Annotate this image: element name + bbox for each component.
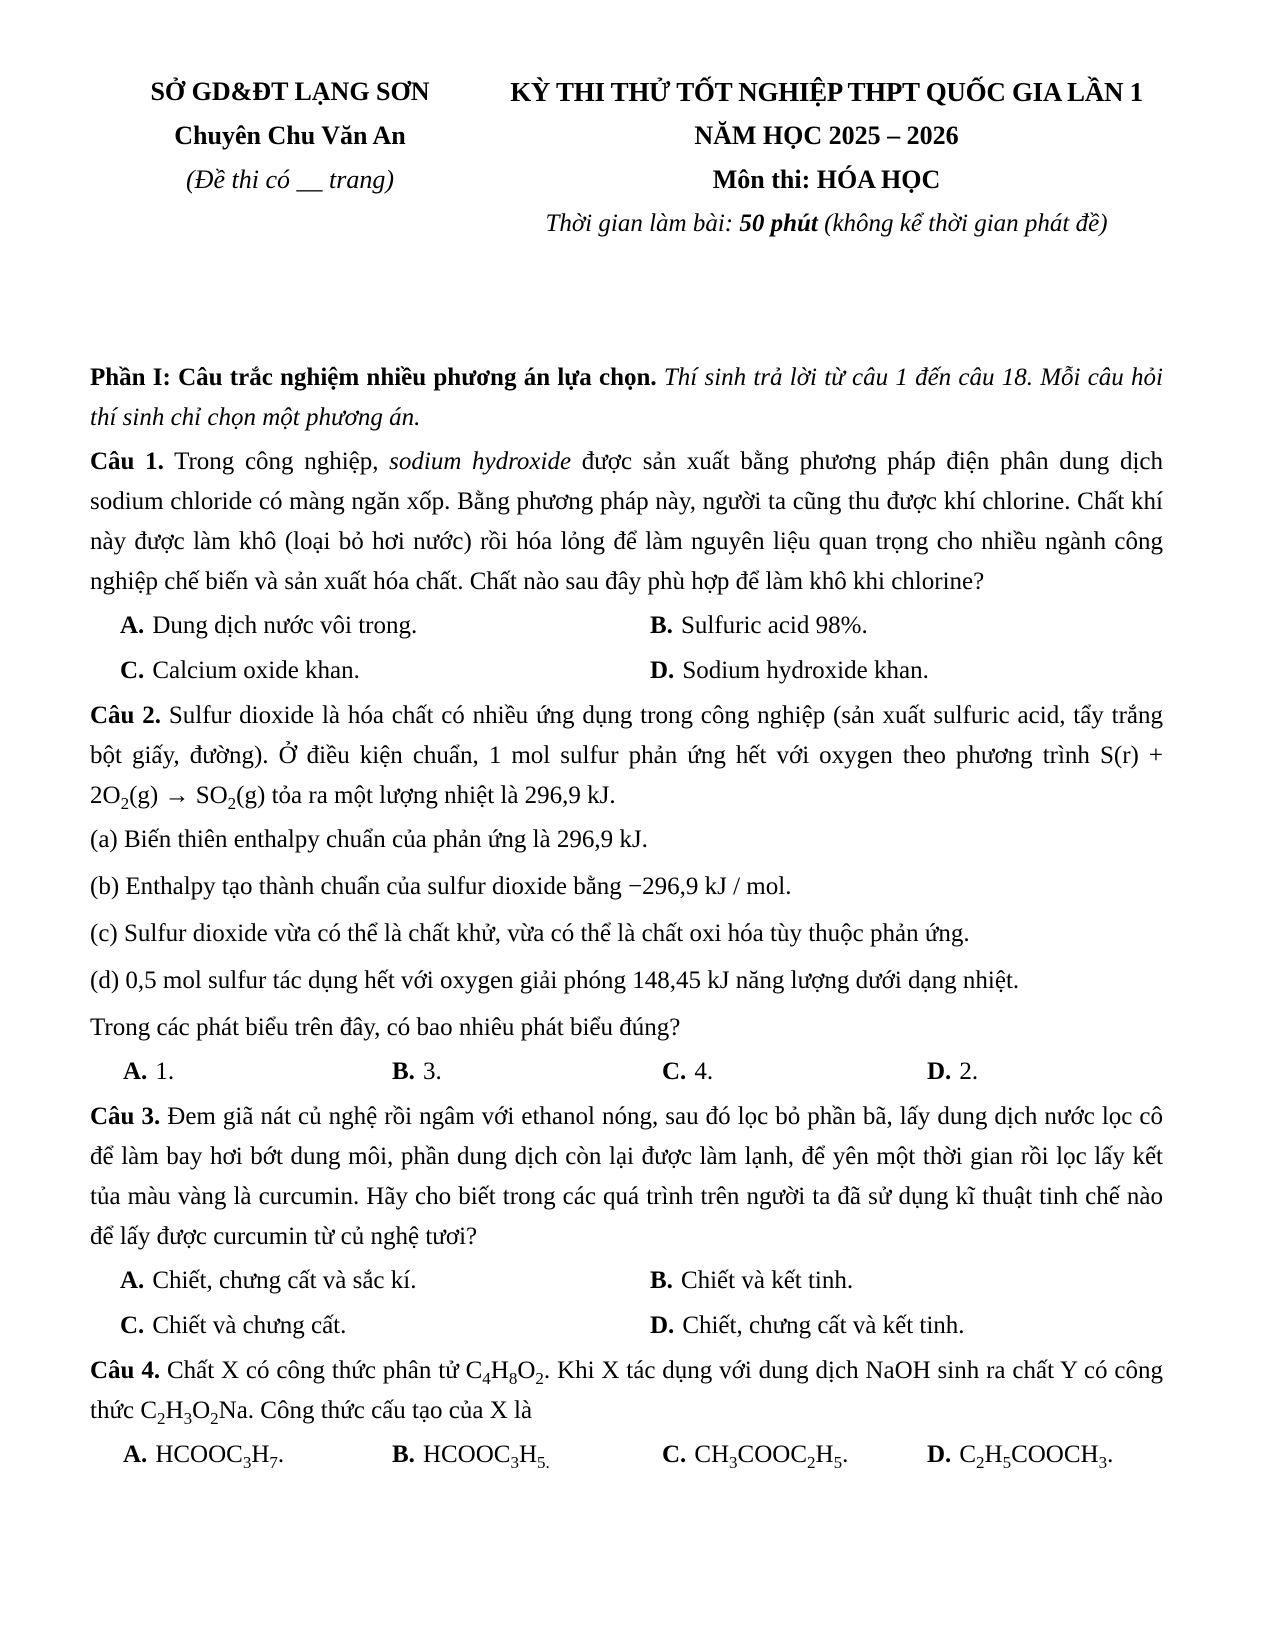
option-text: Sodium hydroxide khan.	[682, 657, 929, 684]
school-name: Chuyên Chu Văn An	[174, 121, 406, 150]
question-3-options-row-2	[90, 1306, 1163, 1346]
option-label: C.	[662, 1441, 687, 1468]
option-text: 1.	[155, 1058, 175, 1085]
question-2-option-c	[662, 1052, 927, 1092]
question-2-number: Câu 2.	[90, 702, 162, 729]
question-1-option-b	[650, 606, 1163, 646]
time-limit-prefix: Thời gian làm bài:	[545, 210, 740, 237]
page-count-note: (Đề thi có __ trang)	[186, 165, 394, 194]
option-label: A.	[123, 1441, 148, 1468]
option-text: $C_2H_5COOCH_3$.	[959, 1441, 1114, 1472]
option-label: D.	[650, 1312, 675, 1339]
subject-line: Môn thi: HÓA HỌC	[712, 165, 941, 194]
option-label: C.	[120, 1312, 145, 1339]
question-4-options-row	[90, 1435, 1163, 1475]
option-text: Chiết và kết tinh.	[680, 1267, 854, 1294]
part1-instructions: Thí sinh trả lời từ câu 1 đến câu 18. Mỗi câu hỏi thí sinh chỉ chọn một phương án.	[90, 364, 1163, 431]
question-1	[90, 442, 1163, 691]
option-label: B.	[392, 1058, 415, 1085]
question-2-options-row	[90, 1052, 1163, 1092]
question-1-options-row-2	[90, 651, 1163, 691]
question-4-option-c	[662, 1435, 927, 1475]
option-text: Chiết và chưng cất.	[152, 1312, 347, 1339]
question-2	[90, 696, 1163, 1092]
option-text: Sulfuric acid 98%.	[680, 612, 868, 639]
question-2-statement-d: (d) 0,5 mol sulfur tác dụng hết với oxygen giải phóng 148,45 kJ năng lượng dưới dạng nhiệt.	[90, 967, 1020, 994]
question-1-text: Trong công nghiệp, sodium hydroxide được sản xuất bằng phương pháp điện phân dung dịch sodium chloride có màng ngăn xốp. Bằng phương pháp này, người ta cũng thu được khí chlorine. Chất khí này được làm khô (loại bỏ hơi nước) rồi hóa lỏng để làm nguyên liệu quan trọng cho nhiều ngành công nghiệp chế biến và sản xuất hóa chất. Chất nào sau đây phù hợp để làm khô khi chlorine?	[90, 448, 1163, 595]
option-label: D.	[927, 1441, 952, 1468]
option-label: B.	[392, 1441, 415, 1468]
option-text: 4.	[694, 1058, 714, 1085]
question-1-option-a	[120, 606, 650, 646]
question-3-options-row-1	[90, 1261, 1163, 1301]
question-2-stem	[90, 696, 1163, 816]
option-label: A.	[120, 612, 145, 639]
question-2-option-a	[123, 1052, 392, 1092]
question-3-option-c	[120, 1306, 650, 1346]
option-text: Calcium oxide khan.	[152, 657, 360, 684]
option-text: $HCOOC_3H_7$.	[155, 1441, 285, 1472]
question-2-closing: Trong các phát biểu trên đây, có bao nhiêu phát biểu đúng?	[90, 1014, 681, 1041]
question-3-stem	[90, 1097, 1163, 1257]
question-3-text: Đem giã nát củ nghệ rồi ngâm với ethanol nóng, sau đó lọc bỏ phần bã, lấy dung dịch nước lọc cô để làm bay hơi bớt dung môi, phần dung dịch còn lại được làm lạnh, để yên một thời gian rồi lọc lấy kết tủa màu vàng là curcumin. Hãy cho biết trong các quá trình trên người ta đã sử dụng kĩ thuật tinh chế nào để lấy được curcumin từ củ nghệ tươi?	[90, 1103, 1163, 1250]
question-4-option-d	[927, 1435, 1163, 1475]
question-4-number: Câu 4.	[90, 1357, 161, 1384]
option-label: B.	[650, 1267, 673, 1294]
part1-heading	[90, 358, 1163, 438]
option-text: $HCOOC_3H_{5.}$	[422, 1441, 550, 1472]
option-text: $CH_3COOC_2H_5$.	[694, 1441, 849, 1472]
header-right-block	[490, 70, 1163, 246]
exam-header	[90, 70, 1163, 246]
question-2-statement-c: (c) Sulfur dioxide vừa có thể là chất khử, vừa có thể là chất oxi hóa tùy thuộc phản ứng.	[90, 920, 970, 947]
question-4-option-a	[123, 1435, 392, 1475]
exam-title: KỲ THI THỬ TỐT NGHIỆP THPT QUỐC GIA LẦN 1	[510, 77, 1143, 107]
question-1-option-d	[650, 651, 1163, 691]
department-name: SỞ GD&ĐT LẠNG SƠN	[150, 77, 430, 106]
option-label: B.	[650, 612, 673, 639]
option-label: A.	[123, 1058, 148, 1085]
question-4-stem	[90, 1351, 1163, 1431]
question-1-option-c	[120, 651, 650, 691]
question-2-statement-a: (a) Biến thiên enthalpy chuẩn của phản ứng là 296,9 kJ.	[90, 826, 648, 853]
question-4-text: Chất X có công thức phân tử $C_4H_8O_2$. Khi X tác dụng với dung dịch NaOH sinh ra chất Y có công thức $C_2H_3O_2Na$. Công thức cấu tạo của X là	[90, 1357, 1163, 1428]
part1-title: Phần I: Câu trắc nghiệm nhiều phương án lựa chọn.	[90, 364, 657, 391]
school-year: NĂM HỌC 2025 – 2026	[694, 121, 959, 150]
question-1-options-row-1	[90, 606, 1163, 646]
option-label: A.	[120, 1267, 145, 1294]
question-4-option-b	[392, 1435, 662, 1475]
option-label: D.	[927, 1058, 952, 1085]
question-2-text: Sulfur dioxide là hóa chất có nhiều ứng dụng trong công nghiệp (sản xuất sulfuric acid, tẩy trắng bột giấy, đường). Ở điều kiện chuẩn, 1 mol sulfur phản ứng hết với oxygen theo phương trình $S(r) + 2O_2(g) \to SO_2(g)$ tỏa ra một lượng nhiệt là 296,9 kJ.	[90, 702, 1163, 813]
question-3	[90, 1097, 1163, 1346]
option-text: Chiết, chưng cất và sắc kí.	[152, 1267, 417, 1294]
question-2-option-d	[927, 1052, 1163, 1092]
question-2-statement-b: (b) Enthalpy tạo thành chuẩn của sulfur dioxide bằng −296,9 kJ / mol.	[90, 873, 792, 900]
option-label: C.	[120, 657, 145, 684]
option-label: D.	[650, 657, 675, 684]
header-left-block	[90, 70, 490, 246]
question-3-option-d	[650, 1306, 1163, 1346]
time-limit-line	[490, 202, 1163, 246]
question-3-number: Câu 3.	[90, 1103, 161, 1130]
exam-body	[90, 358, 1163, 1475]
option-text: 3.	[422, 1058, 442, 1085]
question-2-option-b	[392, 1052, 662, 1092]
option-text: Chiết, chưng cất và kết tinh.	[682, 1312, 965, 1339]
option-label: C.	[662, 1058, 687, 1085]
question-1-number: Câu 1.	[90, 448, 164, 475]
question-3-option-a	[120, 1261, 650, 1301]
question-1-stem	[90, 442, 1163, 602]
option-text: Dung dịch nước vôi trong.	[152, 612, 418, 639]
question-3-option-b	[650, 1261, 1163, 1301]
option-text: 2.	[959, 1058, 979, 1085]
time-limit-value: 50 phút	[739, 210, 818, 237]
time-limit-suffix: (không kể thời gian phát đề)	[817, 210, 1108, 237]
question-4	[90, 1351, 1163, 1475]
